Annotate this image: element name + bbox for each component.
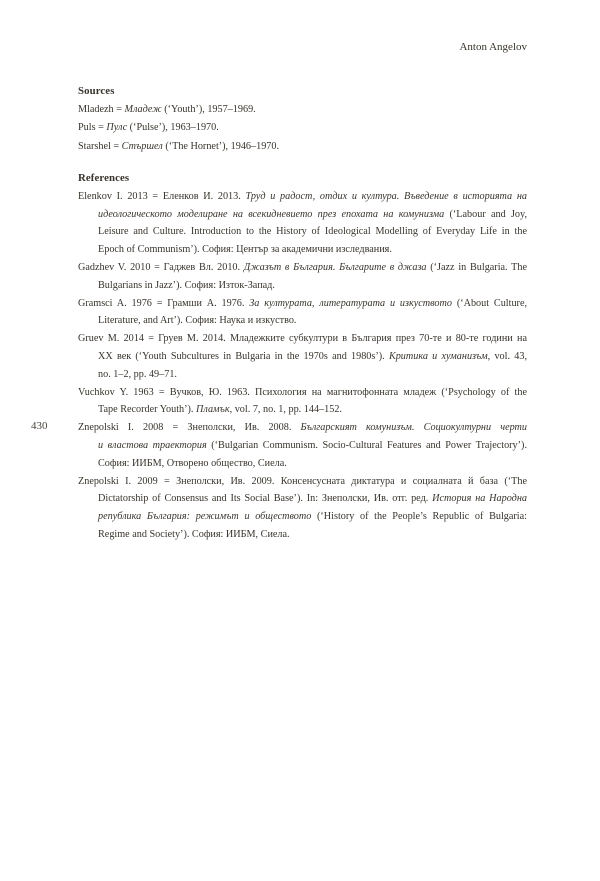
text-line: Gadzhev V. 2010 = Гаджев Вл. 2010. Джазът в България. Българите в джаза (‘Jazz in Bulgaria. The	[78, 261, 527, 273]
text-line: София: ИИБМ, Отворено общество, Сиела.	[98, 457, 287, 469]
sources-section	[78, 82, 527, 156]
text-line: Elenkov I. 2013 = Еленков И. 2013. Труд и радост, отдих и култура. Въведение в историята на	[78, 190, 527, 202]
reference-entry	[78, 330, 527, 383]
references-list	[78, 188, 527, 544]
text-line: Gramsci A. 1976 = Грамши А. 1976. За културата, литературата и изкуството (‘About Culture,	[78, 297, 528, 309]
text-line: Epoch of Communism’). София: Център за академични изследвания.	[98, 244, 392, 256]
text-line: Bulgarians in Jazz’). София: Изток-Запад.	[98, 279, 275, 291]
text-line: Puls = Пулс (‘Pulse’), 1963–1970.	[78, 122, 219, 134]
running-header-author: Anton Angelov	[459, 41, 527, 53]
sources-list	[78, 101, 527, 157]
references-section	[78, 170, 527, 544]
text-line: идеологическото моделиране на всекидневието през епохата на комунизма (‘Labour and Joy,	[98, 208, 527, 220]
text-line: Dictatorship of Consensus and Its Social Base’). In: Знеполски, Ив. отг. ред. История на Народна	[98, 493, 527, 505]
reference-entry	[78, 188, 527, 259]
text-line: Literature, and Art’). София: Наука и изкуство.	[98, 315, 297, 327]
reference-entry	[78, 419, 527, 472]
text-line: Vuchkov Y. 1963 = Вучков, Ю. 1963. Психология на магнитофонната младеж (‘Psychology of the	[78, 386, 527, 398]
reference-entry	[78, 384, 527, 420]
text-line: no. 1–2, pp. 49–71.	[98, 368, 177, 380]
text-line: и властова траектория (‘Bulgarian Communism. Socio-Cultural Features and Power Trajectory’).	[98, 439, 527, 451]
text-line: Tape Recorder Youth’). Пламък, vol. 7, no. 1, pp. 144–152.	[98, 404, 342, 416]
text-line: Starshel = Стършел (‘The Hornet’), 1946–1970.	[78, 140, 280, 152]
text-line: Gruev M. 2014 = Груев М. 2014. Младежките субкултури в България през 70-те и 80-те години на	[78, 333, 527, 345]
sources-heading: Sources	[78, 85, 115, 97]
reference-entry	[78, 295, 527, 331]
text-line: република България: режимът и обществото (‘History of the People’s Republic of Bulgaria:	[98, 511, 527, 523]
references-heading: References	[78, 172, 130, 184]
reference-entry	[78, 259, 527, 295]
source-entry	[78, 119, 527, 138]
text-line: Leisure and Culture. Introduction to the History of Ideological Modelling of Everyday Life in the	[98, 226, 527, 238]
text-line: Regime and Society’). София: ИИБМ, Сиела.	[98, 528, 290, 540]
page-number: 430	[31, 420, 48, 432]
text-line: XX век (‘Youth Subcultures in Bulgaria in the 1970s and 1980s’). Критика и хуманизъм, vol. 43,	[98, 350, 527, 362]
reference-entry	[78, 473, 527, 544]
source-entry	[78, 138, 527, 157]
text-line: Znepolski I. 2008 = Знеполски, Ив. 2008. Българският комунизъм. Социокултурни черти	[78, 422, 527, 434]
source-entry	[78, 101, 527, 120]
text-line: Mladezh = Младеж (‘Youth’), 1957–1969.	[78, 103, 256, 115]
text-line: Znepolski I. 2009 = Знеполски, Ив. 2009. Консенсусната диктатура и социалната й база (‘The	[78, 475, 527, 487]
